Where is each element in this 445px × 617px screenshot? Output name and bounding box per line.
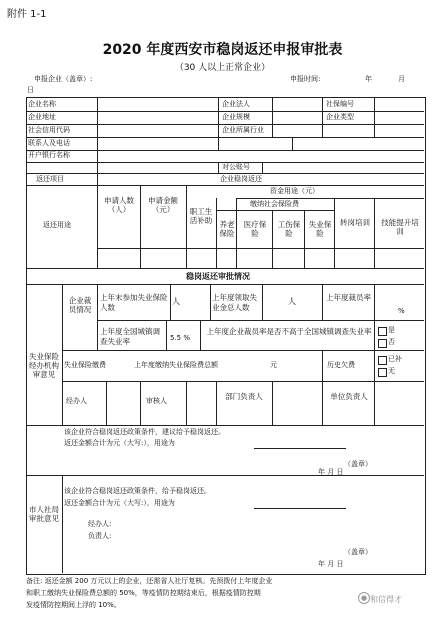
pension-label: 养老保险 [219,220,235,238]
none-label: 无 [388,367,395,375]
layoff-rate-percent: % [398,307,405,315]
year-char: 年 [365,75,372,83]
no-label: 否 [388,338,395,346]
note-line-1: 备注: 返还金额 200 万元以上的企业，还需省人社厅复核。先预拨付上年度企业 [26,577,273,585]
job-transfer-label: 转岗培训 [340,218,370,227]
note-line-2: 和职工缴纳失业保险费总额的 50%，等疫情防控期结束后，根据疫情防控期 [26,589,261,597]
bureau-label: 市人社局审批意见 [29,505,59,523]
stamp-label: （盖章） [344,460,372,468]
contact-label: 联系人及电话 [28,139,70,147]
page-title: 2020 年度西安市稳岗返还申报审批表 [102,42,343,58]
unemployment-fee-label: 失业保险缴费 [64,361,106,369]
refund-project-label: 返还项目 [36,175,64,183]
applicant-label: 申报企业（盖章）: [34,75,93,83]
person-unit-1: 人 [172,297,180,306]
city-registered-rate-label: 上年度全国城镇调查失业率 [100,327,160,346]
skill-training-label: 技能提升培训 [381,218,419,236]
laid-off-count-label: 上年度领取失业金总人数 [212,293,257,312]
month-char: 月 [398,75,405,83]
applicants-label: 申请人数（人） [104,196,134,214]
paid-off-checkbox[interactable] [378,356,387,365]
paid-off-label: 已补 [388,355,402,363]
handler-label: 经办人 [66,397,87,405]
unemployment-agency-label: 失业保险经办机构审意见 [29,352,59,379]
handler2-label: 经办人: [88,520,112,528]
person-in-charge-label: 负责人: [88,532,112,540]
medical-label: 医疗保险 [243,220,267,238]
scale-label: 企业规模 [222,113,250,121]
bureau-compliant-text: 该企业符合稳岗返还政策条件，给予稳岗返还。 [64,487,211,495]
wechat-icon: ● [358,592,370,604]
person-unit-2: 人 [288,297,296,306]
industry-label: 企业所属行业 [222,126,264,134]
bureau-stamp-label: （盖章） [344,548,372,556]
watermark-text: 和信得才 [370,595,402,604]
wage-subsidy-label: 职工生活补助 [189,207,213,225]
history-arrears-label: 历史欠费 [327,361,355,369]
bureau-amount-text: 返还金额合计为元（大写:），用途为 [64,499,175,507]
layoff-rate-label: 上年度裁员率 [326,293,371,302]
no-checkbox[interactable] [378,339,387,348]
date-label: 申报时间: [290,75,321,83]
social-insurance-label: 缴纳社会保险费 [250,200,299,208]
yes-label: 是 [388,326,395,334]
company-type-label: 企业类型 [326,113,354,121]
city-registered-rate-value: 5.5 % [170,334,191,342]
date-parts: 年 月 日 [318,468,344,476]
reviewer-label: 审核人 [146,397,167,405]
yes-checkbox[interactable] [378,327,387,336]
dept-head-label: 部门负责人 [225,392,263,401]
legal-person-label: 企业法人 [222,100,250,108]
enterprise-layoff-label: 企业裁员情况 [68,296,92,314]
refund-project-value: 企业稳岗返还 [220,175,262,183]
bank-label: 开户银行名称 [28,151,70,159]
social-security-no-label: 社保编号 [326,100,354,108]
attachment-label: 附件 1-1 [7,9,47,20]
note-line-3: 发疫情防控期间上浮的 10%。 [26,601,121,609]
day-char: 日 [27,86,34,94]
credit-code-label: 社会信用代码 [28,126,70,134]
fund-use-title: 资金用途（元） [270,187,319,195]
none-checkbox[interactable] [378,368,387,377]
address-label: 企业地址 [28,113,56,121]
page-subtitle: （30 人以上正常企业） [174,63,271,73]
paid-fee-yuan: 元 [270,361,277,369]
approval-section-title: 稳岗返还审批情况 [186,272,250,281]
amount-label: 申请金额（元） [148,196,178,214]
insured-end-year-label: 上年末参加失业保险人数 [100,293,168,312]
unemployment-label: 失业保险 [308,220,332,238]
injury-label: 工伤保险 [277,220,301,238]
fund-use-label: 返还用途 [43,221,71,229]
not-higher-question: 上年度企业裁员率是否不高于全国城镇调查失业率 [206,327,372,336]
account-label: 对公账号 [222,163,250,171]
compliant-text: 该企业符合稳岗返还政策条件，建议给予稳岗返还。 [64,428,225,436]
unit-head-label: 单位负责人 [330,392,368,401]
amount-text: 返还金额合计为元（大写:），用途为 [64,439,175,447]
bureau-date-parts: 年 月 日 [318,560,344,568]
company-name-label: 企业名称 [28,100,56,108]
paid-fee-label: 上年度缴纳失业保险费总额 [134,361,218,369]
